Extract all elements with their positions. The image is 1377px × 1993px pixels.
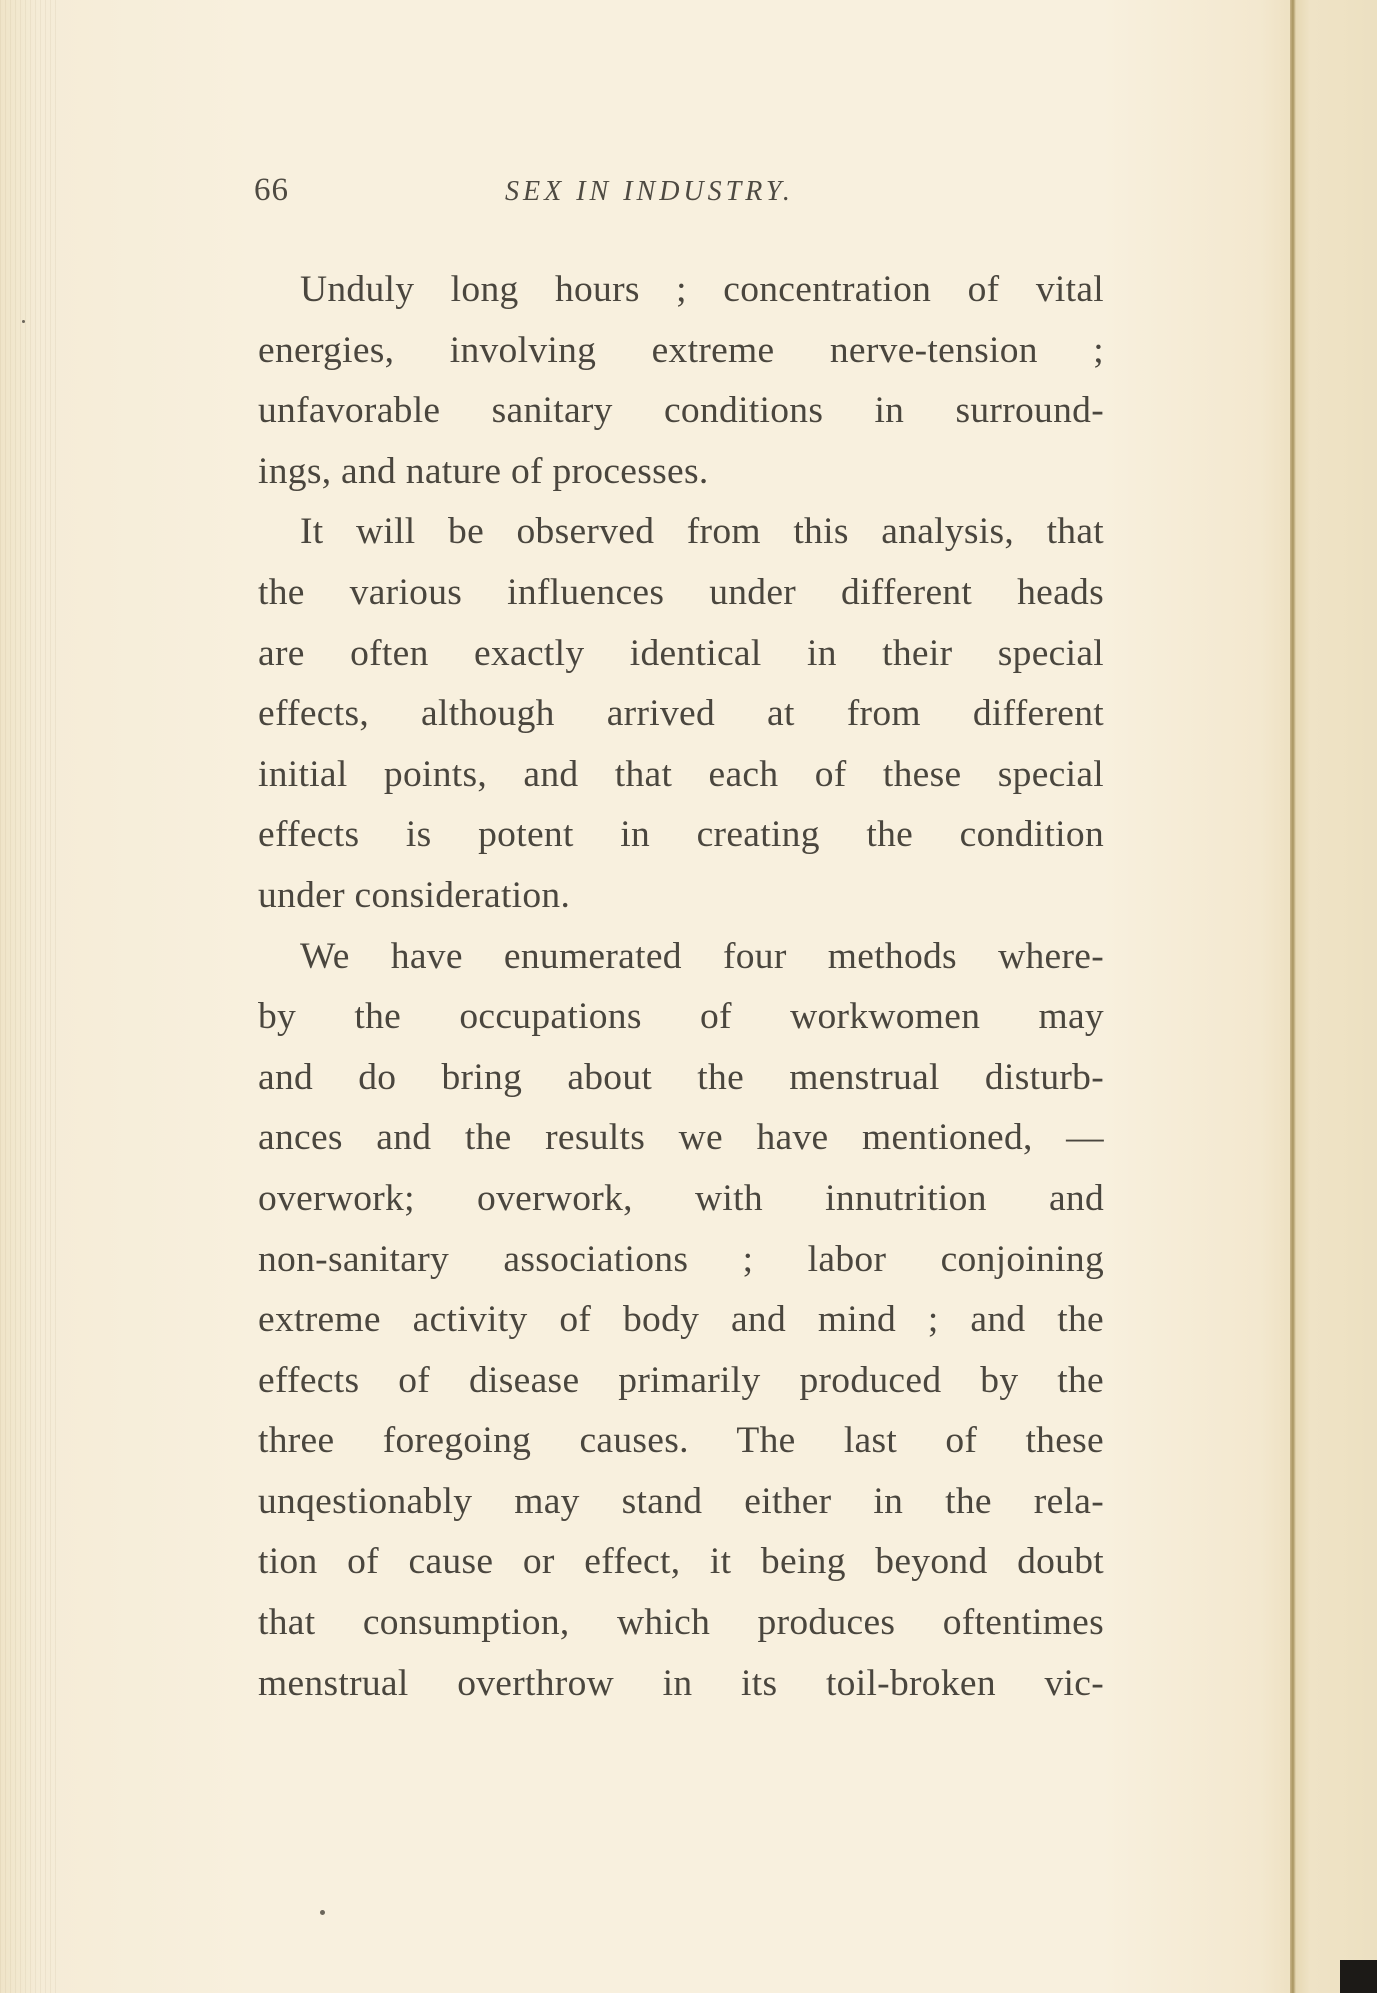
text-line: unfavorable sanitary conditions in surround- (258, 390, 1104, 432)
text-line: tion of cause or effect, it being beyond doubt (258, 1541, 1104, 1583)
paragraph-3 (258, 927, 1104, 1715)
text-line: and do bring about the menstrual disturb- (258, 1056, 1104, 1098)
text-line: that consumption, which produces oftentimes (258, 1602, 1104, 1644)
paragraph-1 (258, 260, 1104, 502)
text-line: three foregoing causes. The last of these (258, 1420, 1104, 1462)
text-line: extreme activity of body and mind ; and the (258, 1299, 1104, 1341)
paper-speck (22, 320, 25, 323)
text-line: ances and the results we have mentioned, — (258, 1117, 1104, 1159)
paper-speck (320, 1910, 325, 1915)
text-line: menstrual overthrow in its toil-broken vic- (258, 1662, 1104, 1704)
text-line: effects, although arrived at from different (258, 693, 1104, 735)
text-line: under consideration. (258, 874, 571, 916)
text-line: overwork; overwork, with innutrition and (258, 1177, 1104, 1219)
text-line: unqestionably may stand either in the rela- (258, 1480, 1104, 1522)
page-stack-edge (0, 0, 60, 1993)
text-line: the various influences under different heads (258, 571, 1104, 613)
text-line: We have enumerated four methods where- (300, 935, 1104, 977)
text-line: ings, and nature of processes. (258, 450, 709, 492)
running-head: SEX IN INDUSTRY. (505, 176, 794, 207)
text-line: energies, involving extreme nerve-tension ; (258, 329, 1104, 371)
text-line: by the occupations of workwomen may (258, 996, 1104, 1038)
text-line: are often exactly identical in their special (258, 632, 1104, 674)
page-number: 66 (254, 172, 289, 208)
body-text (258, 260, 1104, 1714)
page-header (254, 172, 1116, 216)
text-line: initial points, and that each of these special (258, 753, 1104, 795)
text-line: effects of disease primarily produced by the (258, 1359, 1104, 1401)
text-line: It will be observed from this analysis, that (300, 511, 1104, 553)
text-line: effects is potent in creating the condition (258, 814, 1104, 856)
paragraph-2 (258, 502, 1104, 926)
binding-edge (1290, 0, 1377, 1993)
text-line: Unduly long hours ; concentration of vital (300, 269, 1104, 310)
text-line: non-sanitary associations ; labor conjoining (258, 1238, 1104, 1280)
